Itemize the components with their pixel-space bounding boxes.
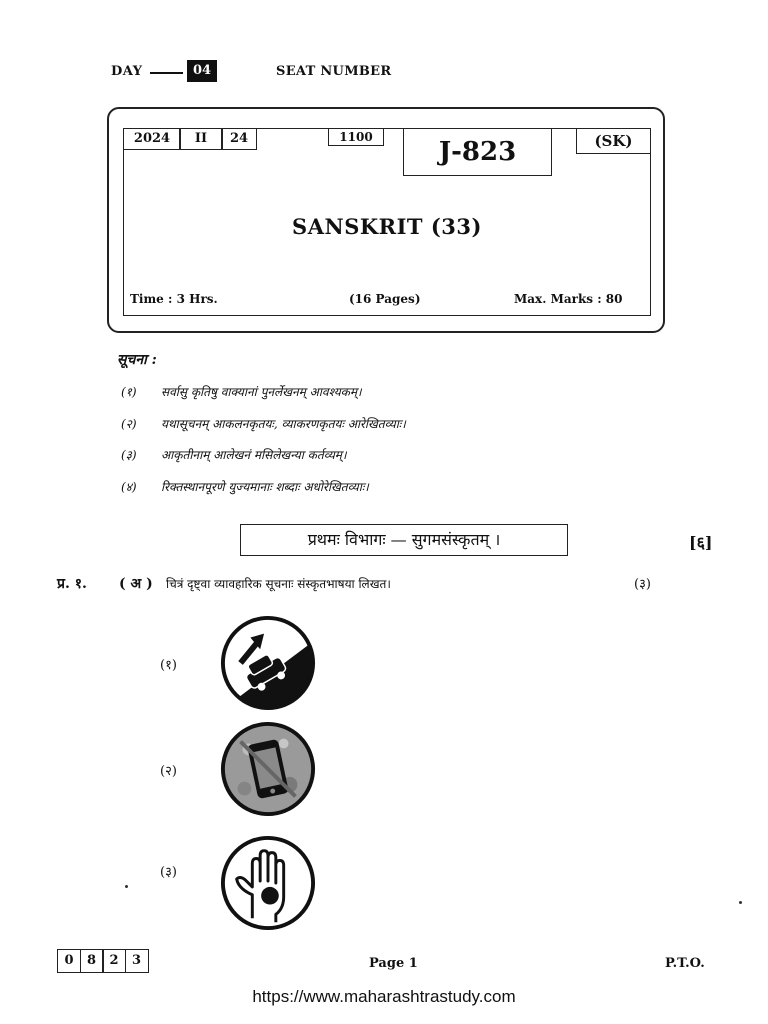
instruction-number: (३)	[121, 448, 137, 462]
stop-hand-icon	[219, 834, 317, 932]
question-marks: (३)	[634, 577, 651, 592]
paper-code: J-823	[403, 128, 552, 176]
instruction-number: (४)	[121, 480, 137, 494]
date-year: 2024	[123, 128, 181, 150]
day-line	[150, 72, 183, 74]
time-allowed: Time : 3 Hrs.	[130, 292, 218, 306]
subject-title: SANSKRIT (33)	[292, 214, 482, 239]
instruction-item	[121, 383, 362, 400]
picture-label: (१)	[160, 658, 177, 673]
instruction-text: रिक्तस्थानपूरणे युज्यमानाः शब्दाः अधोरेखितव्याः।	[161, 480, 369, 494]
max-marks: Max. Marks : 80	[514, 292, 623, 306]
instruction-item	[121, 415, 406, 432]
speck	[739, 901, 742, 904]
instruction-text: यथासूचनम् आकलनकृतयः, व्याकरणकृतयः आरेखितव्याः।	[161, 417, 406, 431]
day-value: 04	[187, 60, 217, 82]
source-url[interactable]: https://www.maharashtrastudy.com	[252, 987, 516, 1006]
instruction-number: (२)	[121, 417, 137, 431]
seat-number-label: SEAT NUMBER	[276, 64, 392, 79]
page-number: Page 1	[369, 956, 418, 971]
question-text: चित्रं दृष्ट्वा व्यावहारिक सूचनाः संस्कृतभाषया लिखत।	[166, 577, 391, 591]
instruction-text: सर्वासु कृतिषु वाक्यानां पुनर्लेखनम् आवश्यकम्।	[161, 385, 362, 399]
booklet-code	[57, 949, 147, 973]
picture-label: (३)	[160, 865, 177, 880]
code-digit: 0	[57, 949, 81, 973]
date-month: II	[179, 128, 223, 150]
instructions-heading: सूचना :	[117, 352, 157, 368]
instruction-text: आकृतीनाम् आलेखनं मसिलेखन्या कर्तव्यम्।	[161, 448, 347, 462]
instruction-item	[121, 478, 369, 495]
mobile-phone-icon	[219, 720, 317, 818]
code-small: 1100	[328, 128, 384, 146]
page-count: (16 Pages)	[349, 292, 421, 306]
picture-label: (२)	[160, 764, 177, 779]
code-digit: 8	[80, 949, 104, 973]
instruction-item	[121, 446, 347, 463]
instruction-number: (१)	[121, 385, 137, 399]
question-sub-number: ( अ )	[119, 576, 153, 592]
section-title: प्रथमः विभागः — सुगमसंस्कृतम् ।	[240, 524, 568, 556]
speck	[125, 885, 128, 888]
steep-climb-car-icon	[219, 614, 317, 712]
code-digit: 2	[102, 949, 126, 973]
code-digit: 3	[125, 949, 149, 973]
pto-label: P.T.O.	[665, 956, 705, 971]
day-label: DAY	[111, 64, 143, 79]
section-marks: [६]	[689, 533, 713, 552]
medium-code: (SK)	[576, 128, 651, 154]
question-number: प्र. १.	[57, 576, 87, 592]
date-day: 24	[221, 128, 257, 150]
